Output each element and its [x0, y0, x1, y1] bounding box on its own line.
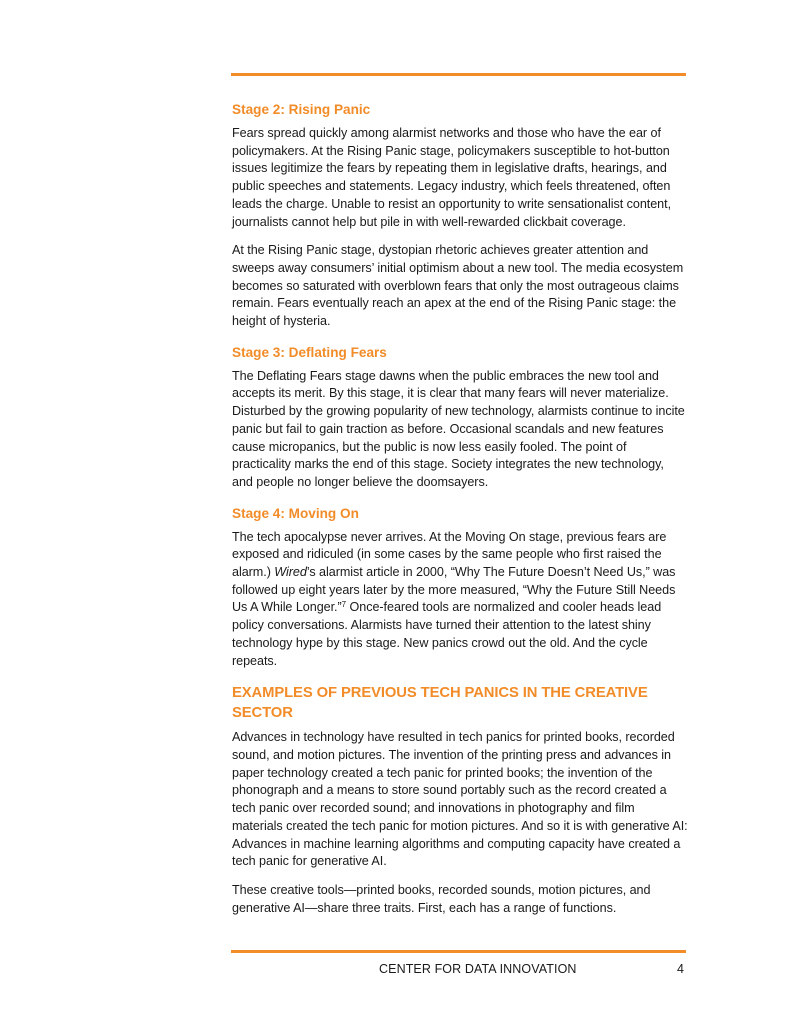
- footer-organization: CENTER FOR DATA INNOVATION: [379, 962, 577, 976]
- stage3-heading: Stage 3: Deflating Fears: [232, 344, 387, 360]
- stage4-text-b: ’s alarmist article in 2000, “Why The Future Doesn’t Need Us,” was followed up eight years later by the more measured, “Why the Future Still Needs Us A While Longer.”: [232, 565, 676, 615]
- examples-paragraph-1: Advances in technology have resulted in tech panics for printed books, recorded sound, and motion pictures. The invention of the printing press and advances in paper technology created a tech panic for printed books; the invention of the phonograph and a means to store sound portably such as the record created a tech panic over recorded sound; and innovations in photography and film materials created the tech panic for motion pictures. And so it is with generative AI: Advances in machine learning algorithms and computing capacity have created a tech panic for generative AI.: [232, 730, 688, 869]
- stage2-paragraph-1: Fears spread quickly among alarmist networks and those who have the ear of policymakers. At the Rising Panic stage, policymakers susceptible to hot-button issues legitimize the fears by repeating them in legislative drafts, hearings, and public speeches and statements. Legacy industry, which feels threatened, often leads the charge. Unable to resist an opportunity to write sensationalist content, journalists cannot help but pile in with well-rewarded clickbait coverage.: [232, 126, 672, 229]
- stage2-heading: Stage 2: Rising Panic: [232, 102, 371, 117]
- footnote-ref[interactable]: 7: [341, 600, 347, 610]
- header-rule: [231, 73, 686, 76]
- page-content: [232, 101, 688, 928]
- stage4-text-c: Once-feared tools are normalized and cooler heads lead policy conversations. Alarmists have turned their attention to the latest shiny technology hype by this stage. New panics crowd out the old. And the cycle repeats.: [232, 600, 662, 668]
- stage4-paragraph-1: [232, 529, 688, 671]
- stage2-paragraph-2: At the Rising Panic stage, dystopian rhetoric achieves greater attention and sweeps away consumers’ initial optimism about a new tool. The media ecosystem becomes so saturated with overblown fears that only the most outrageous claims remain. Fears eventually reach an apex at the end of the Rising Panic stage: the height of hysteria.: [232, 243, 684, 329]
- stage4-heading: Stage 4: Moving On: [232, 505, 359, 521]
- stage3-paragraph-1: The Deflating Fears stage dawns when the public embraces the new tool and accepts its merit. By this stage, it is clear that many fears will never materialize. Disturbed by the growing popularity of new technology, alarmists continue to incite panic but fail to gain traction as before. Occasional scandals and new features cause micropanics, but the public is now less easily fooled. The point of practicality marks the end of this stage. Society integrates the new technology, and people no longer believe the doomsayers.: [232, 368, 685, 489]
- examples-heading: EXAMPLES OF PREVIOUS TECH PANICS IN THE CREATIVE SECTOR: [232, 685, 648, 722]
- wired-title: Wired: [274, 565, 307, 580]
- stage4-text-a: The tech apocalypse never arrives. At the Moving On stage, previous fears are exposed and ridiculed (in some cases by the same people who first raised the alarm.): [232, 529, 667, 580]
- footer-rule: [231, 950, 686, 953]
- page-number: 4: [677, 962, 684, 976]
- examples-paragraph-2: These creative tools—printed books, recorded sounds, motion pictures, and generative AI—share three traits. First, each has a range of functions.: [232, 882, 651, 915]
